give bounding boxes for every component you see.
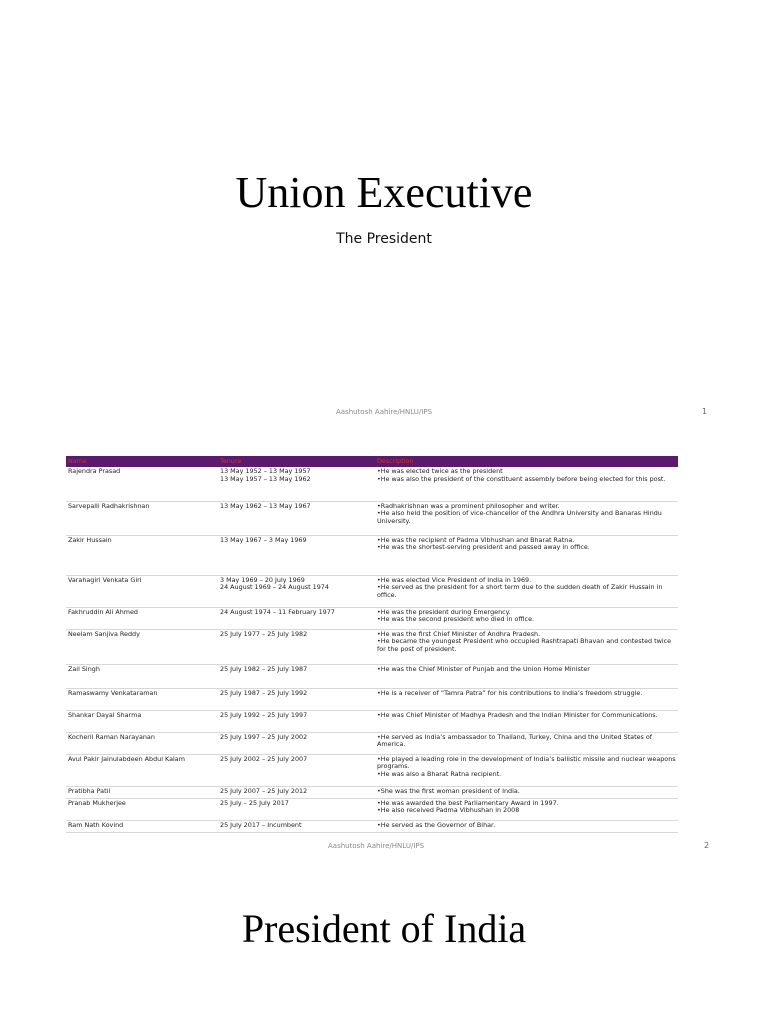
table-body: [66, 467, 678, 832]
cell-description: •He was elected twice as the president •He was also the president of the constituent assembly before being elected for this post.: [375, 467, 678, 501]
table-row: [66, 575, 678, 607]
column-header-description: Description: [375, 456, 678, 467]
cell-tenure: 13 May 1952 – 13 May 1957 13 May 1957 – 13 May 1962: [218, 467, 375, 501]
cell-name: Fakhruddin Ali Ahmed: [66, 607, 218, 629]
cell-tenure: 25 July 1992 – 25 July 1997: [218, 710, 375, 732]
cell-tenure: 24 August 1974 – 11 February 1977: [218, 607, 375, 629]
cell-name: Ramaswamy Venkataraman: [66, 688, 218, 710]
cell-tenure: 25 July – 25 July 2017: [218, 798, 375, 820]
slide1-title: Union Executive: [235, 168, 533, 217]
table-row: [66, 798, 678, 820]
cell-name: Neelam Sanjiva Reddy: [66, 629, 218, 664]
table-row: [66, 732, 678, 754]
cell-tenure: 3 May 1969 – 20 July 1969 24 August 1969 – 24 August 1974: [218, 575, 375, 607]
cell-tenure: 25 July 2017 – Incumbent: [218, 820, 375, 832]
table-row: [66, 535, 678, 575]
table-row: [66, 786, 678, 798]
column-header-tenure: Tenure: [218, 456, 375, 467]
cell-name: Varahagiri Venkata Giri: [66, 575, 218, 607]
cell-tenure: 13 May 1962 – 13 May 1967: [218, 501, 375, 535]
cell-description: •He was elected Vice President of India in 1969. •He served as the president for a short term due to the sudden death of Zakir Hussain in office.: [375, 575, 678, 607]
table-row: [66, 664, 678, 688]
table-row: [66, 467, 678, 501]
cell-description: •Radhakrishnan was a prominent philosopher and writer. •He also held the position of vice-chancellor of the Andhra University and Banaras Hindu University.: [375, 501, 678, 535]
cell-tenure: 13 May 1967 – 3 May 1969: [218, 535, 375, 575]
slide3-title: President of India: [241, 906, 527, 951]
cell-name: Sarvepalli Radhakrishnan: [66, 501, 218, 535]
cell-name: Pranab Mukherjee: [66, 798, 218, 820]
slide1-footer: Aashutosh Aahire/HNLU/IPS: [335, 408, 433, 416]
cell-name: Ram Nath Kovind: [66, 820, 218, 832]
cell-name: Pratibha Patil: [66, 786, 218, 798]
cell-description: •She was the first woman president of India.: [375, 786, 678, 798]
cell-description: •He was the Chief Minister of Punjab and the Union Home Minister: [375, 664, 678, 688]
cell-description: •He played a leading role in the development of India’s ballistic missile and nuclear weapons programs. •He was also a Bharat Ratna recipient.: [375, 754, 678, 786]
table-row: [66, 820, 678, 832]
cell-name: Zakir Hussain: [66, 535, 218, 575]
cell-tenure: 25 July 1977 – 25 July 1982: [218, 629, 375, 664]
cell-description: •He served as India’s ambassador to Thailand, Turkey, China and the United States of America.: [375, 732, 678, 754]
cell-description: •He was Chief Minister of Madhya Pradesh and the Indian Minister for Communications.: [375, 710, 678, 732]
cell-description: •He was the recipient of Padma Vibhushan and Bharat Ratna. •He was the shortest-serving president and passed away in office.: [375, 535, 678, 575]
column-header-name: Name: [66, 456, 218, 467]
cell-name: Rajendra Prasad: [66, 467, 218, 501]
slide2-page-number: 2: [704, 841, 710, 850]
cell-description: •He is a receiver of “Tamra Patra” for his contributions to India’s freedom struggle.: [375, 688, 678, 710]
slide2-footer: Aashutosh Aahire/HNLU/IPS: [328, 842, 425, 850]
cell-tenure: 25 July 1997 – 25 July 2002: [218, 732, 375, 754]
table-row: [66, 688, 678, 710]
slide1-page-number: 1: [702, 407, 708, 416]
cell-description: •He was the president during Emergency. •He was the second president who died in office.: [375, 607, 678, 629]
cell-description: •He was awarded the best Parliamentary Award in 1997. •He also received Padma Vibhushan in 2008: [375, 798, 678, 820]
cell-name: Avul Pakir Jainulabdeen Abdul Kalam: [66, 754, 218, 786]
cell-tenure: 25 July 1982 – 25 July 1987: [218, 664, 375, 688]
table-row: [66, 754, 678, 786]
table-row: [66, 710, 678, 732]
cell-name: Kocheril Raman Narayanan: [66, 732, 218, 754]
cell-description: •He was the first Chief Minister of Andhra Pradesh. •He became the youngest President who occupied Rashtrapati Bhavan and contested twice for the post of president.: [375, 629, 678, 664]
presidents-table: [66, 456, 678, 833]
table-row: [66, 501, 678, 535]
table-row: [66, 607, 678, 629]
cell-tenure: 25 July 1987 – 25 July 1992: [218, 688, 375, 710]
cell-name: Shankar Dayal Sharma: [66, 710, 218, 732]
slide1-subtitle: The President: [336, 231, 432, 247]
cell-tenure: 25 July 2002 – 25 July 2007: [218, 754, 375, 786]
cell-tenure: 25 July 2007 – 25 July 2012: [218, 786, 375, 798]
cell-description: •He served as the Governor of Bihar.: [375, 820, 678, 832]
cell-name: Zail Singh: [66, 664, 218, 688]
table-header-row: [66, 456, 678, 467]
presidents-table-container: [66, 456, 678, 833]
table-row: [66, 629, 678, 664]
